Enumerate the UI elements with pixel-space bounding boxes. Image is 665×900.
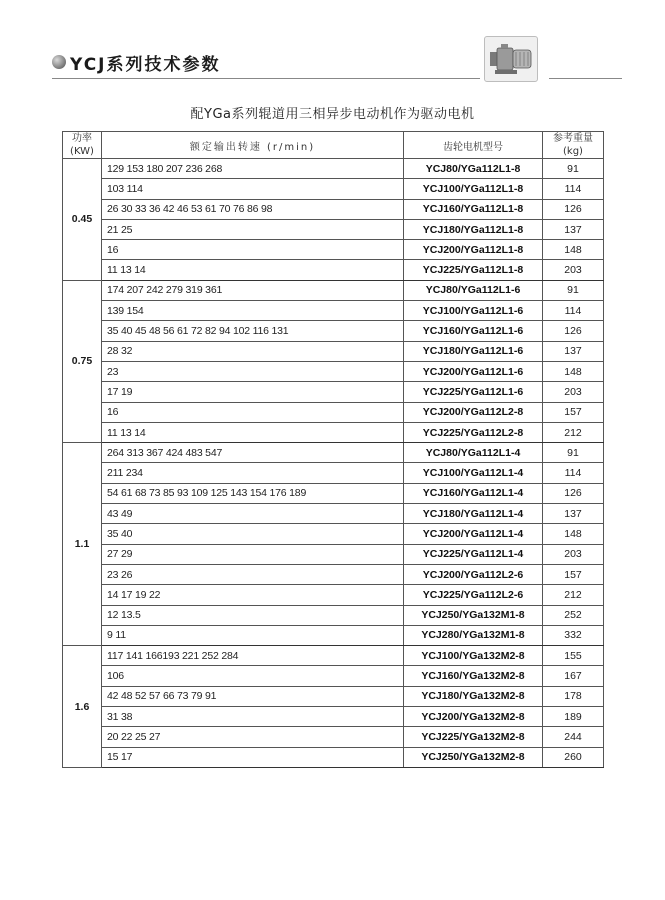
table-row [63,483,604,503]
weight-cell: 137 [543,341,604,361]
speed-cell: 211 234 [102,463,404,483]
model-cell: YCJ225/YGa112L1-4 [404,544,543,564]
speed-cell: 264 313 367 424 483 547 [102,443,404,463]
section-header [52,48,622,88]
bullet-icon [52,55,66,69]
table-row [63,159,604,179]
model-cell: YCJ225/YGa112L2-8 [404,422,543,442]
weight-cell: 91 [543,159,604,179]
table-row [63,382,604,402]
speed-cell: 174 207 242 279 319 361 [102,280,404,300]
model-cell: YCJ225/YGa132M2-8 [404,727,543,747]
model-cell: YCJ225/YGa112L2-6 [404,585,543,605]
model-cell: YCJ100/YGa112L1-8 [404,179,543,199]
model-cell: YCJ100/YGa112L1-6 [404,301,543,321]
table-row [63,504,604,524]
model-cell: YCJ225/YGa112L1-6 [404,382,543,402]
model-cell: YCJ80/YGa112L1-4 [404,443,543,463]
speed-cell: 23 [102,361,404,381]
spec-table [62,131,604,768]
speed-cell: 129 153 180 207 236 268 [102,159,404,179]
weight-cell: 126 [543,199,604,219]
gear-motor-icon [484,36,538,82]
weight-cell: 114 [543,179,604,199]
table-body [63,159,604,768]
weight-cell: 157 [543,564,604,584]
table-row [63,199,604,219]
section-title: YCJ系列技术参数 [70,55,221,75]
weight-cell: 137 [543,219,604,239]
table-row [63,544,604,564]
model-cell: YCJ160/YGa112L1-8 [404,199,543,219]
table-row [63,321,604,341]
model-cell: YCJ180/YGa112L1-6 [404,341,543,361]
model-cell: YCJ100/YGa132M2-8 [404,646,543,666]
model-cell: YCJ250/YGa132M1-8 [404,605,543,625]
speed-cell: 117 141 166193 221 252 284 [102,646,404,666]
model-cell: YCJ160/YGa112L1-6 [404,321,543,341]
weight-cell: 212 [543,585,604,605]
table-header-row [63,132,604,159]
table-row [63,463,604,483]
speed-cell: 42 48 52 57 66 73 79 91 [102,686,404,706]
power-cell: 1.1 [63,443,102,646]
model-cell: YCJ180/YGa112L1-4 [404,504,543,524]
speed-cell: 21 25 [102,219,404,239]
model-cell: YCJ80/YGa112L1-6 [404,280,543,300]
weight-cell: 260 [543,747,604,767]
model-cell: YCJ280/YGa132M1-8 [404,625,543,645]
weight-cell: 252 [543,605,604,625]
column-header-model: 齿轮电机型号 [404,132,543,159]
model-cell: YCJ200/YGa112L2-6 [404,564,543,584]
speed-cell: 16 [102,240,404,260]
model-cell: YCJ200/YGa112L1-8 [404,240,543,260]
model-cell: YCJ225/YGa112L1-8 [404,260,543,280]
table-row [63,646,604,666]
weight-cell: 148 [543,240,604,260]
model-cell: YCJ250/YGa132M2-8 [404,747,543,767]
column-header-power [63,132,102,159]
column-header-speed: 额定输出转速 (r/min) [102,132,404,159]
table-row [63,564,604,584]
model-cell: YCJ180/YGa112L1-8 [404,219,543,239]
power-header-unit: (KW) [70,146,94,157]
column-header-weight [543,132,604,159]
table-row [63,747,604,767]
power-cell: 0.75 [63,280,102,442]
table-row [63,443,604,463]
speed-cell: 15 17 [102,747,404,767]
model-cell: YCJ160/YGa112L1-4 [404,483,543,503]
weight-cell: 126 [543,483,604,503]
power-cell: 0.45 [63,159,102,281]
speed-cell: 20 22 25 27 [102,727,404,747]
weight-cell: 137 [543,504,604,524]
speed-cell: 54 61 68 73 85 93 109 125 143 154 176 189 [102,483,404,503]
weight-cell: 148 [543,361,604,381]
weight-cell: 244 [543,727,604,747]
model-cell: YCJ200/YGa132M2-8 [404,707,543,727]
weight-cell: 332 [543,625,604,645]
model-cell: YCJ200/YGa112L1-6 [404,361,543,381]
weight-cell: 212 [543,422,604,442]
table-row [63,219,604,239]
weight-cell: 178 [543,686,604,706]
table-row [63,707,604,727]
table-row [63,686,604,706]
speed-cell: 35 40 45 48 56 61 72 82 94 102 116 131 [102,321,404,341]
speed-cell: 9 11 [102,625,404,645]
table-row [63,605,604,625]
weight-cell: 114 [543,463,604,483]
weight-cell: 203 [543,260,604,280]
weight-cell: 114 [543,301,604,321]
model-cell: YCJ100/YGa112L1-4 [404,463,543,483]
speed-cell: 23 26 [102,564,404,584]
weight-header-label: 参考重量 [553,133,593,144]
speed-cell: 31 38 [102,707,404,727]
speed-cell: 27 29 [102,544,404,564]
speed-cell: 12 13.5 [102,605,404,625]
weight-cell: 157 [543,402,604,422]
speed-cell: 11 13 14 [102,422,404,442]
speed-cell: 26 30 33 36 42 46 53 61 70 76 86 98 [102,199,404,219]
weight-cell: 189 [543,707,604,727]
weight-cell: 91 [543,280,604,300]
table-row [63,524,604,544]
header-divider-left [52,78,480,79]
table-row [63,280,604,300]
table-row [63,260,604,280]
weight-cell: 203 [543,382,604,402]
weight-cell: 203 [543,544,604,564]
table-row [63,179,604,199]
table-caption: 配YGa系列辊道用三相异步电动机作为驱动电机 [190,107,475,122]
speed-cell: 103 114 [102,179,404,199]
weight-cell: 126 [543,321,604,341]
table-row [63,240,604,260]
table-row [63,666,604,686]
power-cell: 1.6 [63,646,102,768]
speed-cell: 28 32 [102,341,404,361]
header-divider-right [549,78,622,79]
speed-cell: 14 17 19 22 [102,585,404,605]
table-row [63,301,604,321]
model-cell: YCJ200/YGa112L2-8 [404,402,543,422]
speed-cell: 11 13 14 [102,260,404,280]
table-row [63,361,604,381]
table-row [63,341,604,361]
power-header-label: 功率 [72,133,92,144]
weight-cell: 167 [543,666,604,686]
speed-cell: 43 49 [102,504,404,524]
model-cell: YCJ80/YGa112L1-8 [404,159,543,179]
table-row [63,422,604,442]
table-row [63,625,604,645]
table-row [63,402,604,422]
weight-cell: 148 [543,524,604,544]
table-row [63,585,604,605]
speed-cell: 139 154 [102,301,404,321]
weight-cell: 155 [543,646,604,666]
model-cell: YCJ160/YGa132M2-8 [404,666,543,686]
speed-cell: 35 40 [102,524,404,544]
table-row [63,727,604,747]
speed-cell: 17 19 [102,382,404,402]
model-cell: YCJ180/YGa132M2-8 [404,686,543,706]
model-cell: YCJ200/YGa112L1-4 [404,524,543,544]
weight-header-unit: (kg) [563,146,583,157]
weight-cell: 91 [543,443,604,463]
speed-cell: 106 [102,666,404,686]
speed-cell: 16 [102,402,404,422]
